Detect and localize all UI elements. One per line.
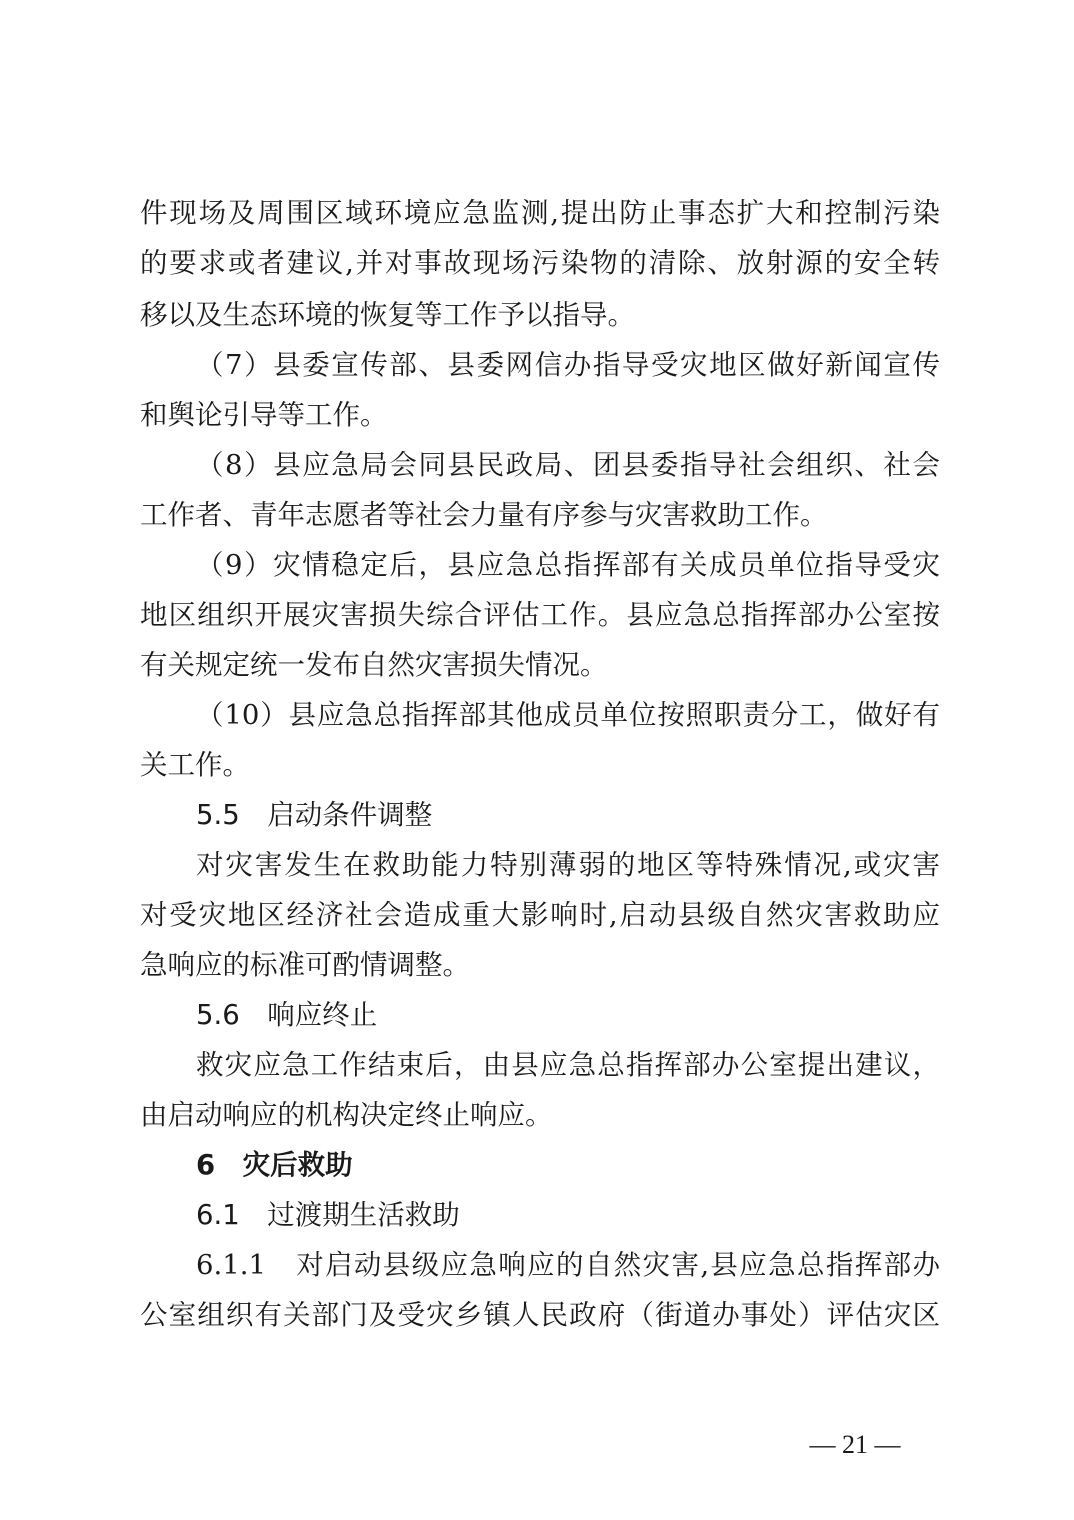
section-heading-5-5: 5.5 启动条件调整 [196, 799, 433, 831]
body-text-line: 对灾害发生在救助能力特别薄弱的地区等特殊情况,或灾害 [196, 849, 940, 881]
body-text-line: 关工作。 [140, 749, 250, 781]
list-item-8: （8）县应急局会同县民政局、团县委指导社会组织、社会 [196, 449, 940, 481]
list-item-10: （10）县应急总指挥部其他成员单位按照职责分工，做好有 [196, 699, 940, 731]
body-text-line: 对受灾地区经济社会造成重大影响时,启动县级自然灾害救助应 [140, 899, 940, 931]
body-text-line: 急响应的标准可酌情调整。 [140, 949, 470, 981]
body-text-line: 移以及生态环境的恢复等工作予以指导。 [140, 299, 635, 331]
list-item-7: （7）县委宣传部、县委网信办指导受灾地区做好新闻宣传 [196, 349, 940, 381]
section-heading-6-1: 6.1 过渡期生活救助 [196, 1199, 460, 1231]
body-text-line: 和舆论引导等工作。 [140, 399, 388, 431]
body-text-line: 救灾应急工作结束后，由县应急总指挥部办公室提出建议， [196, 1049, 940, 1081]
body-text-line: 地区组织开展灾害损失综合评估工作。县应急总指挥部办公室按 [140, 599, 940, 631]
body-text-line: 工作者、青年志愿者等社会力量有序参与灾害救助工作。 [140, 499, 828, 531]
body-text-line: 有关规定统一发布自然灾害损失情况。 [140, 649, 608, 681]
body-text-line: 件现场及周围区域环境应急监测,提出防止事态扩大和控制污染 [140, 197, 940, 229]
subsection-6-1-1: 6.1.1 对启动县级应急响应的自然灾害,县应急总指挥部办 [196, 1249, 940, 1281]
body-text-line: 的要求或者建议,并对事故现场污染物的清除、放射源的安全转 [140, 247, 940, 279]
body-text-line: 由启动响应的机构决定终止响应。 [140, 1099, 553, 1131]
chapter-heading-6: 6 灾后救助 [196, 1149, 353, 1181]
section-heading-5-6: 5.6 响应终止 [196, 999, 378, 1031]
body-text-line: 公室组织有关部门及受灾乡镇人民政府（街道办事处）评估灾区 [140, 1299, 940, 1331]
page-number: — 21 — [809, 1430, 901, 1459]
list-item-9: （9）灾情稳定后，县应急总指挥部有关成员单位指导受灾 [196, 549, 940, 581]
